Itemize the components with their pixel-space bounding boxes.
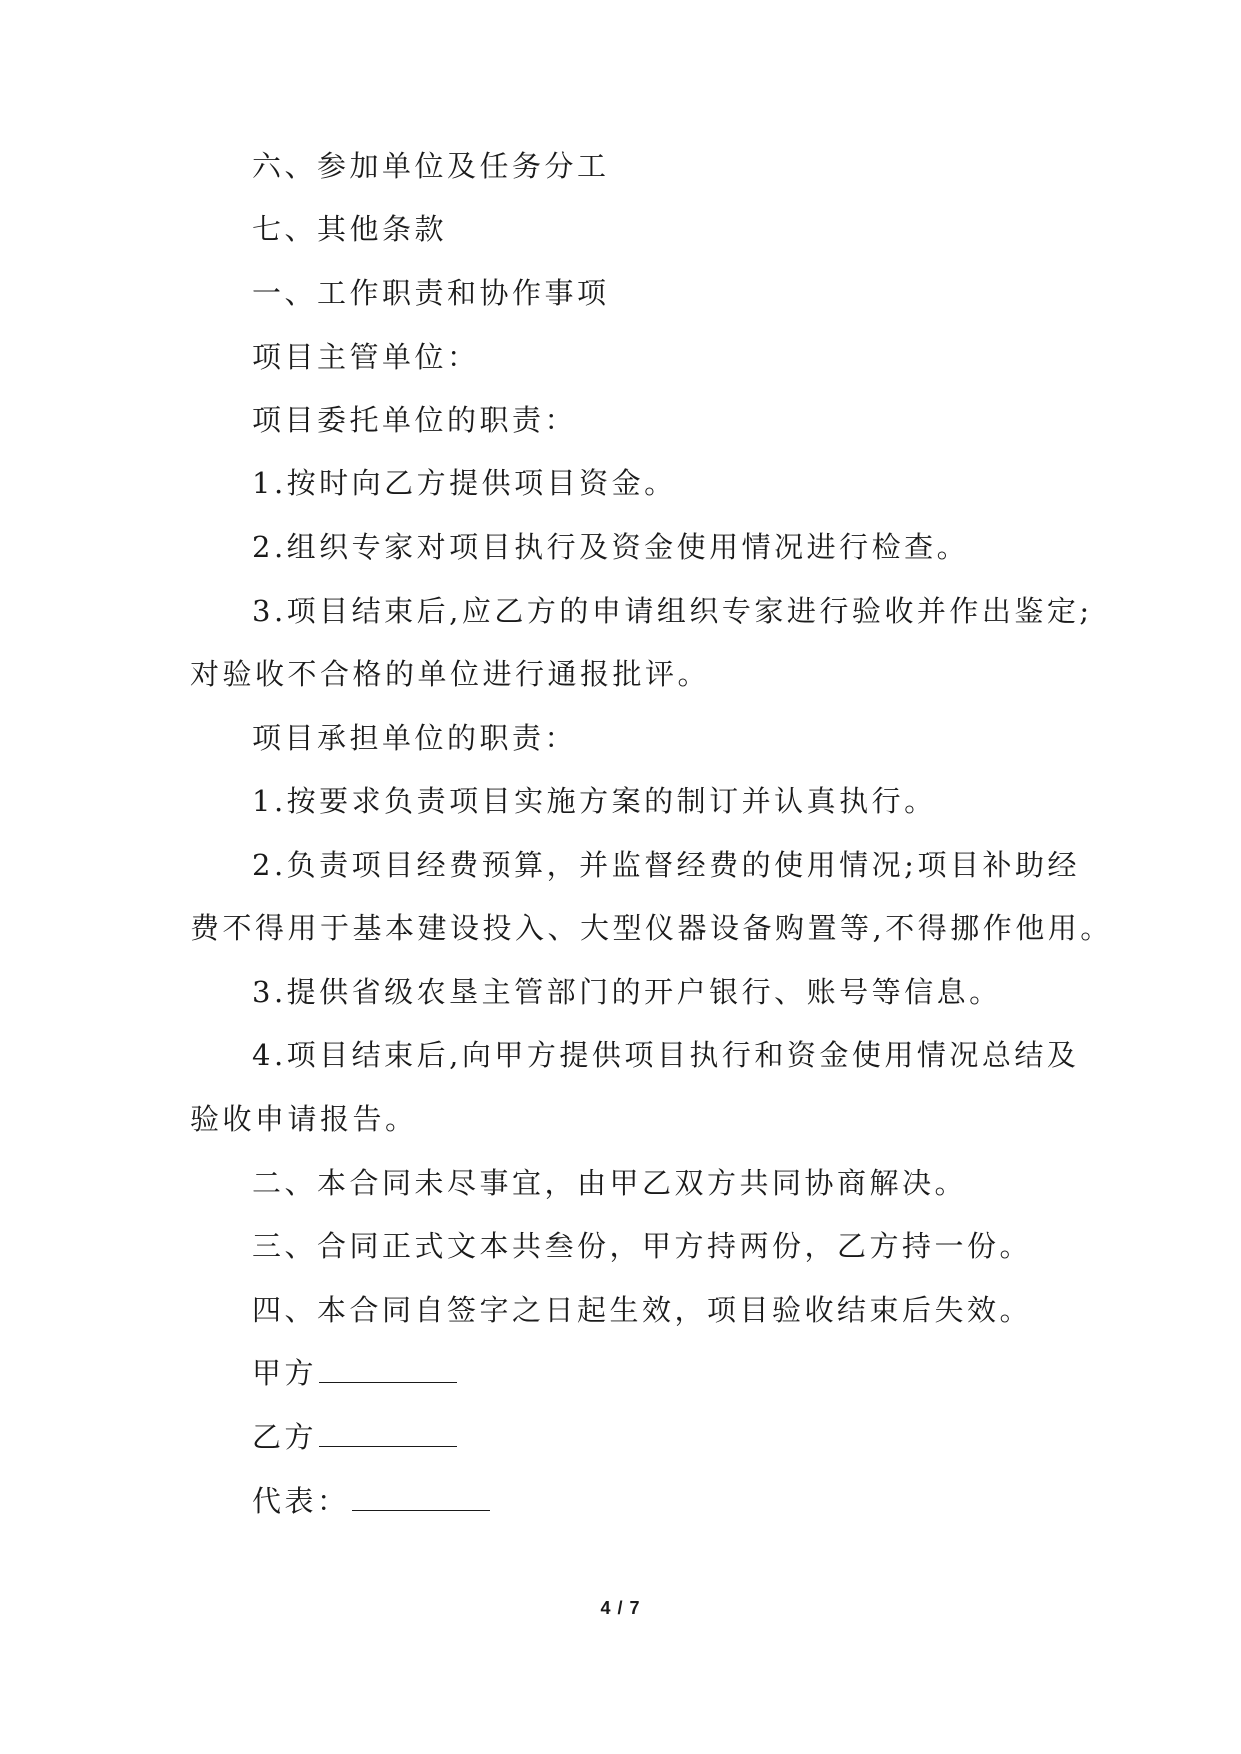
undertaking-duty-2: 2.负责项目经费预算，并监督经费的使用情况;项目补助经 [252, 848, 1080, 882]
representative-signature-line [252, 1481, 490, 1521]
section-2-clause: 二、本合同未尽事宜，由甲乙双方共同协商解决。 [252, 1166, 968, 1200]
entrusting-duty-3-continued: 对验收不合格的单位进行通报批评。 [190, 657, 711, 691]
undertaking-duty-4: 4.项目结束后,向甲方提供项目执行和资金使用情况总结及 [252, 1038, 1080, 1072]
clause-6-heading: 六、参加单位及任务分工 [252, 149, 610, 183]
section-1-heading: 一、工作职责和协作事项 [252, 276, 610, 310]
party-a-signature-line [252, 1353, 457, 1393]
clause-7-heading: 七、其他条款 [252, 212, 448, 246]
representative-blank [352, 1484, 490, 1511]
undertaking-duty-4-continued: 验收申请报告。 [190, 1102, 418, 1136]
undertaking-duty-1: 1.按要求负责项目实施方案的制订并认真执行。 [252, 784, 937, 818]
undertaking-unit-duties-heading: 项目承担单位的职责： [252, 721, 578, 755]
representative-label: 代表： [252, 1484, 350, 1518]
section-3-clause: 三、合同正式文本共叁份，甲方持两份，乙方持一份。 [252, 1229, 1033, 1263]
page-number: 4 / 7 [600, 1598, 641, 1618]
entrusting-duty-3: 3.项目结束后,应乙方的申请组织专家进行验收并作出鉴定; [252, 594, 1093, 628]
party-a-label: 甲方 [252, 1356, 318, 1390]
entrusting-duty-2: 2.组织专家对项目执行及资金使用情况进行检查。 [252, 530, 970, 564]
supervising-unit-label: 项目主管单位： [252, 340, 480, 374]
party-b-signature-line [252, 1417, 457, 1457]
party-b-label: 乙方 [252, 1420, 318, 1454]
entrusting-duty-1: 1.按时向乙方提供项目资金。 [252, 466, 677, 500]
section-4-clause: 四、本合同自签字之日起生效，项目验收结束后失效。 [252, 1293, 1033, 1327]
party-b-blank [319, 1420, 457, 1447]
undertaking-duty-3: 3.提供省级农垦主管部门的开户银行、账号等信息。 [252, 975, 1002, 1009]
party-a-blank [319, 1356, 457, 1383]
entrusting-unit-duties-heading: 项目委托单位的职责： [252, 403, 578, 437]
undertaking-duty-2-continued: 费不得用于基本建设投入、大型仪器设备购置等,不得挪作他用。 [190, 911, 1113, 945]
